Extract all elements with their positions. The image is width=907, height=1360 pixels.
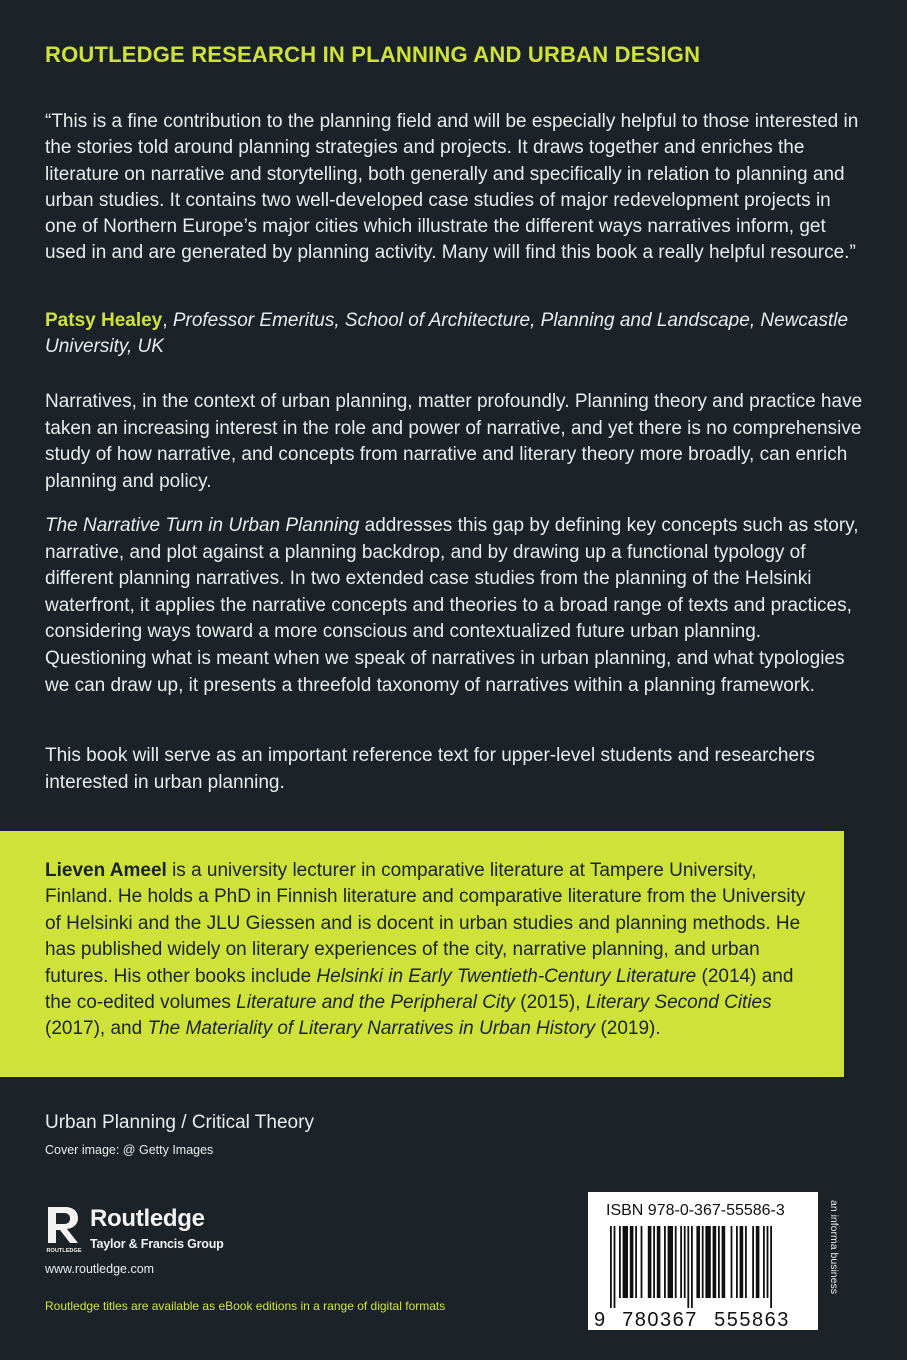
bio-text-4: (2017), and bbox=[45, 1018, 148, 1040]
description-paragraph-2 bbox=[45, 513, 865, 699]
endorser-name: Patsy Healey bbox=[45, 310, 163, 331]
endorsement-attribution bbox=[45, 308, 865, 360]
isbn-barcode-panel bbox=[588, 1192, 818, 1330]
description-paragraph-2-text: addresses this gap by defining key concepts such as story, narrative, and plot against a planning backdrop, and by drawing up a functional typology of different planning narratives. In two extended case studies from the planning of the Helsinki waterfront, it applies the narrative concepts and theories to a broad range of texts and practices, considering ways toward a more conscious and contextualized future urban planning. Questioning what is meant when we speak of narratives in urban planning, and what typologies we can draw up, it presents a threefold taxonomy of narratives within a planning framework. bbox=[45, 515, 859, 696]
bio-text-1: is a university lecturer in comparative literature at Tampere University, Finland. He holds a PhD in Finnish literature and comparative literature from the University of Helsinki and the JLU Giessen and is docent in urban studies and planning methods. He has published widely on literary experiences of the city, narrative planning, and urban futures. His other books include bbox=[45, 860, 806, 987]
barcode-bar bbox=[664, 1226, 666, 1298]
endorser-role: Professor Emeritus, School of Architecture, Planning and Landscape, Newcastle University, UK bbox=[45, 310, 849, 357]
bio-text-2: (2014) and the co-edited volumes bbox=[45, 965, 794, 1014]
barcode-bar bbox=[619, 1226, 621, 1298]
barcode-bar bbox=[767, 1226, 769, 1298]
barcode-bar bbox=[696, 1226, 700, 1298]
isbn-label: ISBN 978-0-367-55586-3 bbox=[606, 1202, 785, 1219]
logo-letters: ROUTLEDGE bbox=[46, 1248, 82, 1254]
publisher-url[interactable]: www.routledge.com bbox=[45, 1262, 155, 1276]
bio-book-2: Literature and the Peripheral City bbox=[236, 992, 515, 1014]
author-name: Lieven Ameel bbox=[45, 860, 167, 881]
barcode-bar bbox=[702, 1226, 704, 1298]
series-title: ROUTLEDGE RESEARCH IN PLANNING AND URBAN DESIGN bbox=[45, 42, 701, 67]
barcode-bar bbox=[722, 1226, 726, 1298]
endorsement-quote: “This is a fine contribution to the planning field and will be especially helpful to those interested in the stories told around planning strategies and projects. It draws together and enriches the literature on narrative and storytelling, both generally and specifically in relation to planning and urban studies. It contains two well-developed case studies of major redevelopment projects in one of Northern Europe’s major cities which illustrate the different ways narratives inform, get used in and are generated by planning activity. Many will find this book a really helpful resource.” bbox=[45, 111, 859, 264]
bio-book-3: Literary Second Cities bbox=[585, 992, 772, 1014]
barcode-bar bbox=[630, 1226, 634, 1298]
barcode-bar bbox=[614, 1226, 616, 1308]
barcode-bar bbox=[675, 1226, 677, 1298]
bio-book-1: Helsinki in Early Twentieth-Century Literature bbox=[316, 965, 697, 987]
barcode-bar bbox=[691, 1226, 693, 1308]
barcode-bar bbox=[657, 1226, 661, 1298]
description-paragraph-3: This book will serve as an important reference text for upper-level students and researchers interested in urban planning. bbox=[45, 745, 815, 793]
barcode-bar bbox=[668, 1226, 673, 1298]
attribution-separator: , bbox=[162, 310, 173, 331]
author-bio-panel bbox=[0, 831, 844, 1077]
bio-book-4: The Materiality of Literary Narratives in Urban History bbox=[147, 1018, 596, 1040]
barcode-bar bbox=[610, 1226, 612, 1308]
barcode-bar bbox=[713, 1226, 717, 1298]
bio-text-3: (2015), bbox=[515, 992, 586, 1014]
publisher-logo bbox=[45, 1205, 245, 1255]
barcode bbox=[588, 1222, 818, 1330]
routledge-r-icon bbox=[45, 1205, 83, 1255]
barcode-bar bbox=[635, 1226, 637, 1298]
barcode-bar bbox=[736, 1226, 738, 1298]
informa-text: an informa business bbox=[828, 1200, 840, 1294]
publisher-name: Routledge bbox=[90, 1205, 205, 1232]
barcode-bar bbox=[684, 1226, 686, 1298]
barcode-bar bbox=[648, 1226, 652, 1298]
author-bio bbox=[45, 858, 825, 1043]
barcode-bar bbox=[718, 1226, 720, 1298]
barcode-bar bbox=[740, 1226, 744, 1298]
description-paragraph-1: Narratives, in the context of urban planning, matter profoundly. Planning theory and practice have taken an increasing interest in the role and power of narrative, and yet there is no comprehensive study of how narrative, and concepts from narrative and literary theory more broadly, can enrich planning and policy. bbox=[45, 391, 863, 492]
barcode-bar bbox=[687, 1226, 689, 1308]
cover-image-credit: Cover image: @ Getty Images bbox=[45, 1143, 214, 1157]
bio-text-5: (2019). bbox=[595, 1018, 661, 1040]
barcode-bar bbox=[623, 1226, 628, 1298]
barcode-bar bbox=[770, 1226, 772, 1308]
barcode-bar bbox=[641, 1226, 643, 1298]
book-title: The Narrative Turn in Urban Planning bbox=[45, 515, 360, 536]
ebook-availability-note: Routledge titles are available as eBook editions in a range of digital formats bbox=[45, 1299, 446, 1313]
publisher-group: Taylor & Francis Group bbox=[90, 1237, 224, 1251]
barcode-bar bbox=[763, 1226, 765, 1298]
barcode-bar bbox=[705, 1226, 710, 1298]
barcode-digit-lead: 9 bbox=[594, 1309, 606, 1330]
barcode-bar bbox=[731, 1226, 733, 1298]
barcode-digits-right: 555863 bbox=[714, 1309, 790, 1330]
barcode-digits-left: 780367 bbox=[622, 1309, 698, 1330]
barcode-bar bbox=[752, 1226, 754, 1298]
barcode-bar bbox=[756, 1226, 760, 1298]
subject-category: Urban Planning / Critical Theory bbox=[45, 1112, 314, 1133]
barcode-bar bbox=[653, 1226, 655, 1298]
barcode-bar bbox=[680, 1226, 682, 1298]
barcode-bar bbox=[745, 1226, 747, 1298]
informa-vertical-label bbox=[828, 1200, 844, 1318]
